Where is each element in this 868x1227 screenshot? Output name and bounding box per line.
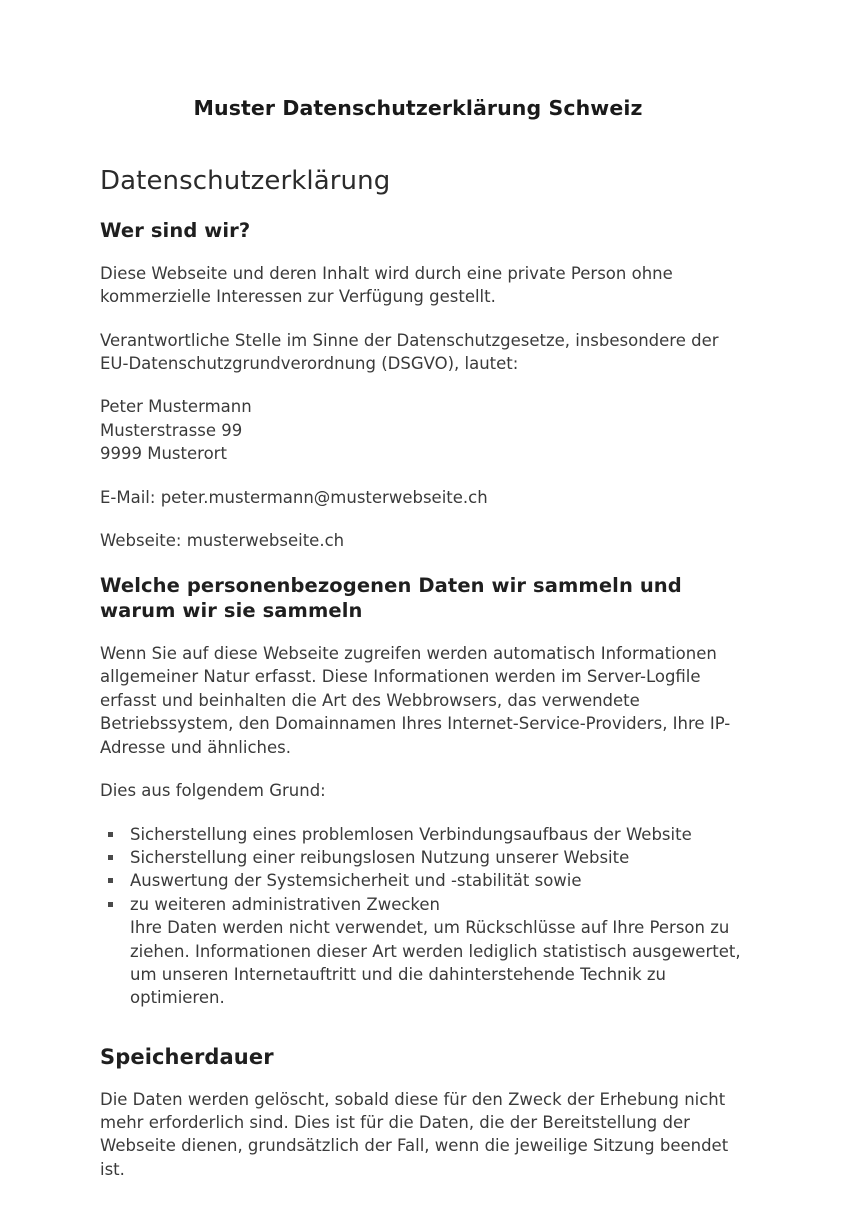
reasons-list <box>100 823 750 917</box>
paragraph-server-logfile: Wenn Sie auf diese Webseite zugreifen werden automatisch Informationen allgemeiner Natur erfasst. Diese Informationen werden im Server-Logfile erfasst und beinhalten die Art des Webbrowsers, das verwendete Betriebssystem, den Domainnamen Ihres Internet-Service-Providers, Ihre IP-Adresse und ähnliches. <box>100 644 731 757</box>
list-item-label: Auswertung der Systemsicherheit und -stabilität sowie <box>130 871 582 891</box>
contact-name: Peter Mustermann <box>100 397 252 417</box>
list-item <box>100 846 750 869</box>
contact-street: Musterstrasse 99 <box>100 420 243 440</box>
section-heading-datenschutzerklaerung: Datenschutzerklärung <box>100 166 391 196</box>
paragraph-verantwortliche-stelle: Verantwortliche Stelle im Sinne der Datenschutzgesetze, insbesondere der EU-Datenschutzgrundverordnung (DSGVO), lautet: <box>100 330 719 373</box>
document-title: Muster Datenschutzerklärung Schweiz <box>193 96 643 120</box>
paragraph-private-person: Diese Webseite und deren Inhalt wird durch eine private Person ohne kommerzielle Interessen zur Verfügung gestellt. <box>100 263 673 307</box>
heading-personenbezogene-daten: Welche personenbezogenen Daten wir sammeln und warum wir sie sammeln <box>100 573 682 623</box>
heading-wer-sind-wir: Wer sind wir? <box>100 219 251 242</box>
heading-speicherdauer: Speicherdauer <box>100 1044 274 1069</box>
list-item-label: Sicherstellung eines problemlosen Verbindungsaufbaus der Website <box>130 824 692 844</box>
contact-city: 9999 Musterort <box>100 444 227 464</box>
list-item <box>100 823 750 846</box>
list-item <box>100 869 750 892</box>
paragraph-speicherdauer: Die Daten werden gelöscht, sobald diese für den Zweck der Erhebung nicht mehr erforderlich sind. Dies ist für die Daten, die der Bereitstellung der Webseite dienen, grundsätzlich der Fall, wenn die jeweilige Sitzung beendet ist. <box>100 1089 729 1179</box>
contact-website-line: Webseite: musterwebseite.ch <box>100 531 345 551</box>
contact-email-line: E-Mail: peter.mustermann@musterwebseite.ch <box>100 487 488 507</box>
paragraph-keine-rueckschluesse: Ihre Daten werden nicht verwendet, um Rückschlüsse auf Ihre Person zu ziehen. Informationen dieser Art werden lediglich statistisch ausgewertet, um unseren Internetauftritt und die dahinterstehende Technik zu optimieren. <box>130 918 741 1008</box>
list-item <box>100 893 750 916</box>
paragraph-folgender-grund: Dies aus folgendem Grund: <box>100 781 326 801</box>
list-item-label: zu weiteren administrativen Zwecken <box>130 894 441 914</box>
list-item-label: Sicherstellung einer reibungslosen Nutzung unserer Website <box>130 847 630 867</box>
contact-address <box>100 395 750 465</box>
